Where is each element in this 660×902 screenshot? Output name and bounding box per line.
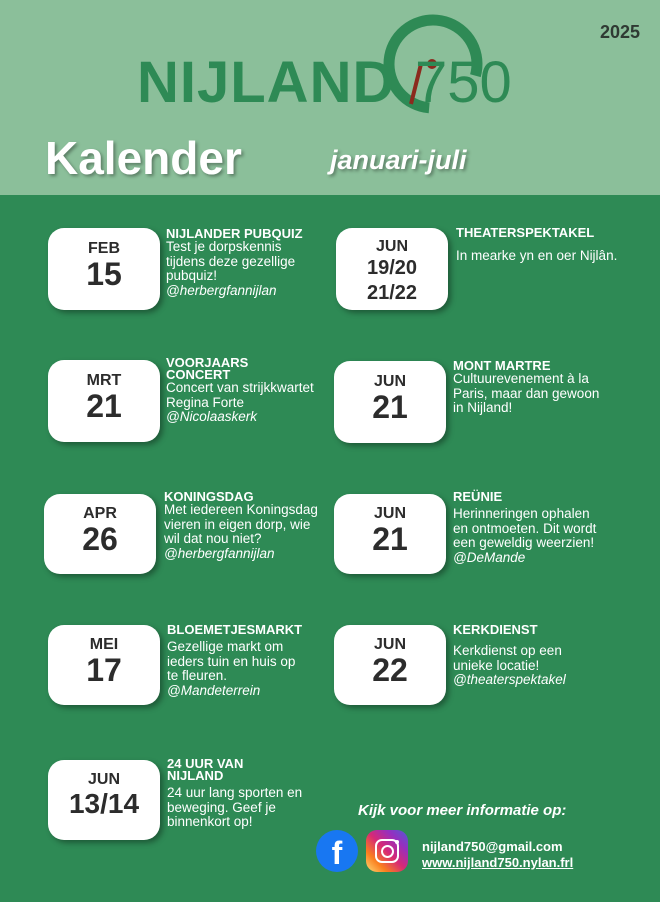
event-handle: @herbergfannijlan — [166, 282, 277, 298]
event-description: Herinneringen ophalen en ontmoeten. Dit wordt een geweldig weerzien! — [453, 506, 597, 550]
date-month: JUN — [87, 771, 120, 788]
date-month: MRT — [86, 372, 122, 389]
event-text — [453, 491, 603, 565]
event-handle: @DeMande — [453, 549, 526, 565]
date-day: 13/14 — [68, 788, 140, 819]
page-title: Kalender — [45, 132, 242, 184]
event-title: KERKDIENST — [453, 622, 538, 637]
date-day: 26 — [82, 521, 118, 557]
event-text — [453, 360, 603, 416]
event-description: Met iedereen Koningsdag vieren in eigen dorp, wie wil dat nou niet? — [164, 502, 318, 546]
event-text — [166, 228, 316, 298]
website-link[interactable]: www.nijland750.nylan.frl — [422, 855, 574, 870]
date-badge — [44, 494, 156, 574]
event-description: Cultuurevenement à la Paris, maar dan gewoon in Nijland! — [453, 371, 600, 415]
logo-number: 750 — [415, 50, 512, 115]
instagram-icon[interactable] — [366, 830, 408, 872]
date-month: FEB — [88, 240, 120, 257]
date-day: 22 — [372, 652, 408, 688]
date-day: 15 — [86, 256, 122, 292]
event-handle: @herbergfannijlan — [164, 545, 275, 561]
page-subtitle: januari-juli — [330, 145, 467, 175]
date-badge — [334, 625, 446, 705]
logo-wordmark: NIJLAND — [137, 50, 396, 115]
event-title: BLOEMETJESMARKT — [167, 622, 303, 637]
date-day: 21 — [372, 389, 408, 425]
date-day: 21 — [372, 521, 408, 557]
nijland750-logo — [135, 12, 512, 122]
date-badge — [48, 360, 160, 442]
event-handle: @Nicolaaskerk — [166, 409, 257, 424]
event-handle: @theaterspektakel — [453, 672, 566, 687]
date-badge — [334, 361, 446, 443]
event-description: Kerkdienst op een unieke locatie! — [453, 643, 562, 673]
date-month: JUN — [373, 505, 406, 522]
event-title: NIJLANDER PUBQUIZ — [166, 226, 303, 241]
event-text — [166, 357, 316, 425]
date-month: JUN — [373, 373, 406, 390]
event-text — [456, 227, 636, 264]
date-month: JUN — [373, 636, 406, 653]
date-day: 19/20 — [366, 257, 418, 279]
contact-info — [422, 839, 573, 871]
event-title: KONINGSDAG — [164, 489, 254, 504]
event-description: Test je dorpskennis tijdens deze gezellige pubquiz! — [166, 239, 296, 283]
header — [0, 0, 660, 195]
event-title: THEATERSPEKTAKEL — [456, 225, 595, 240]
event-handle: @Mandeterrein — [167, 682, 261, 698]
event-text — [453, 624, 603, 688]
date-month: APR — [83, 505, 117, 522]
event-title: MONT MARTRE — [453, 358, 551, 373]
event-text — [167, 758, 327, 830]
event-description: Gezellige markt om ieders tuin en huis op te fleuren. — [167, 639, 296, 683]
info-cta: Kijk voor meer informatie op: — [358, 802, 567, 819]
event-text — [167, 624, 307, 698]
facebook-icon[interactable]: f — [316, 830, 358, 872]
date-badge — [334, 494, 446, 574]
date-day: 21 — [86, 388, 122, 424]
date-badge — [48, 625, 160, 705]
event-description: Concert van strijkkwartet Regina Forte — [166, 380, 314, 410]
event-title: REÜNIE — [453, 489, 503, 504]
date-badge — [48, 228, 160, 310]
event-description: 24 uur lang sporten en beweging. Geef je binnenkort op! — [167, 785, 303, 829]
event-description: In mearke yn en oer Nijlân. — [456, 248, 618, 263]
date-badge — [48, 760, 160, 840]
date-month: JUN — [375, 238, 408, 255]
date-day: 17 — [86, 652, 122, 688]
event-title: VOORJAARS CONCERT — [166, 355, 249, 382]
date-badge — [336, 228, 448, 310]
event-text — [164, 491, 319, 561]
email-link[interactable]: nijland750@gmail.com — [422, 839, 563, 854]
date-month: MEI — [89, 636, 119, 653]
year-label: 2025 — [599, 22, 640, 42]
event-title: 24 UUR VAN NIJLAND — [167, 756, 244, 783]
date-day-second: 21/22 — [366, 282, 418, 304]
